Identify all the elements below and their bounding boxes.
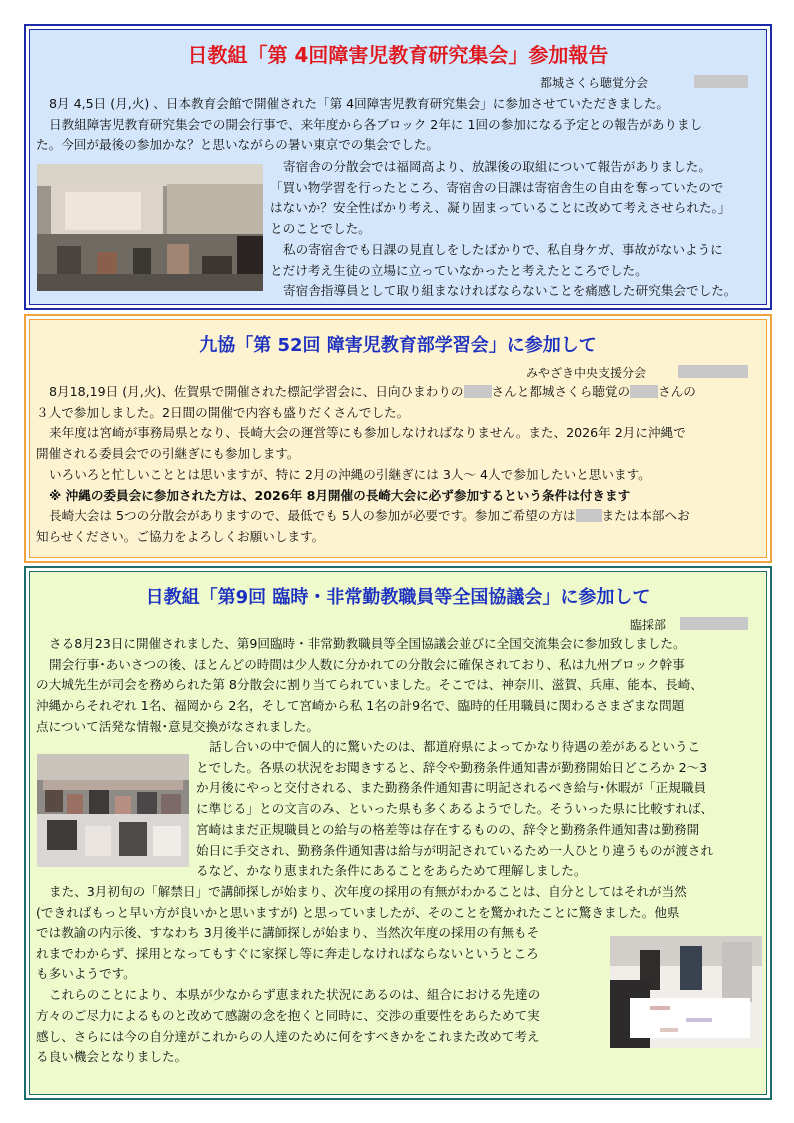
text-line: か月後にやっと交付される、また勤務条件通知書に明記されるべき給与･休暇が「正規職員 [196, 780, 707, 796]
article-3-middle [196, 737, 768, 882]
redacted-name [576, 509, 602, 522]
text-line: た。今回が最後の参加かな？と思いながらの暑い東京での集会でした。 [36, 137, 439, 153]
text-line: ３人で参加しました。2日間の開催で内容も盛りだくさんでした。 [36, 404, 410, 420]
text-line: も多いようです。 [36, 966, 136, 982]
discussion-photo [610, 936, 762, 1048]
text-line: とだけ考え生徒の立場に立っていなかったと考えたところでした。 [270, 262, 648, 278]
article-3-author: 臨採部 [630, 618, 667, 632]
article-1-body [270, 157, 768, 302]
redacted-name [464, 385, 492, 398]
article-3-closing [36, 923, 606, 1068]
article-1-author: 都城さくら聴覚分会 [540, 76, 649, 90]
text-line: 点について活発な情報･意見交換がなされました。 [36, 718, 320, 734]
article-2-body [36, 382, 768, 548]
article-1 [24, 24, 772, 310]
redacted-name [630, 385, 658, 398]
article-1-panel [29, 29, 767, 305]
text-line: とでした。各県の状況をお聞きすると、辞令や勤務条件通知書が勤務開始日どころか 2～3 [196, 759, 708, 775]
article-3-title: 日教組「第9回 臨時・非常勤教職員等全国協議会」に参加して [145, 587, 651, 608]
article-2-author: みやざき中央支援分会 [526, 366, 647, 380]
text-line: の大城先生が司会を務められた第 8分散会に割り当てられていました。そこでは、神奈川、滋賀、兵庫、能本、長崎、 [36, 677, 703, 693]
article-3-panel [29, 571, 767, 1095]
conference-photo [37, 754, 189, 867]
text-line: 私の寄宿舎でも日課の見直しをしたばかりで、私自身ケガ、事故がないように [283, 241, 723, 257]
text-line: 8月18,19日 (月,火)、佐賀県で開催された標記学習会に、日向ひまわりの さんと都城さくら聴覚の さんの [49, 384, 696, 399]
text-line: れまでわからず、採用となってもすぐに家探し等に奔走しなければならないというところ [36, 945, 539, 961]
text-line: 寄宿舎指導員として取り組まなければならないことを痛感した研究集会でした。 [283, 283, 737, 299]
article-2-title: 九協「第 52回 障害児教育部学習会」に参加して [199, 335, 597, 356]
article-3-intro [36, 634, 768, 738]
text-line: 話し合いの中で個人的に驚いたのは、都道府県によってかなり待遇の差があるというこ [209, 739, 701, 754]
text-line: 宮崎はまだ正規職員との給与の格差等は存在するものの、辞令と勤務条件通知書は勤務開 [196, 821, 700, 837]
text-line: 始日に手交され、勤務条件通知書は給与が明記されているため一人ひとり違うものが渡され [196, 842, 714, 858]
text-line: るなど、かなり恵まれた条件にあることをあらためて理解しました。 [196, 863, 587, 879]
text-line: さる8月23日に開催されました、第9回臨時・非常勤教職員等全国協議会並びに全国交流集会に参加致しました。 [49, 636, 686, 651]
text-line: 方々のご尽力によるものと改めて感謝の念を抱くと同時に、交渉の重要性をあらためて実 [36, 1007, 540, 1023]
text-line: では教諭の内示後、すなわち 3月後半に講師探しが始まり、当然次年度の採用の有無もそ [36, 925, 540, 940]
article-3 [24, 566, 772, 1100]
redacted-name [680, 617, 748, 630]
redacted-name [694, 75, 748, 88]
meeting-photo [37, 164, 263, 291]
text-line: 日教組障害児教育研究集会での開会行事で、来年度から各ブロック 2年に 1回の参加になる予定との報告がありまし [49, 116, 703, 132]
article-1-intro [36, 94, 766, 156]
article-1-title: 日教組「第 4回障害児教育研究集会」参加報告 [187, 43, 609, 67]
text-line: とのことでした。 [270, 221, 371, 237]
text-line: 来年度は宮崎が事務局県となり、長崎大会の運営等にも参加しなければなりません。また、2026年 2月に沖縄で [49, 425, 686, 441]
text-line: 8月 4,5日 (月,火) 、日本教育会館で開催された「第 4回障害児教育研究集会」に参加させていただきました。 [49, 96, 670, 111]
text-line: 長崎大会は 5つの分散会がありますので、最低でも 5人の参加が必要です。参加ご希望の方は または本部へお [49, 508, 690, 524]
text-line: に準じる」との文言のみ、といった県も多くあるようでした。そういった県に比較すれば、 [196, 801, 714, 817]
text-line: (できればもっと早い方が良いかと思いますが) と思っていましたが、そのことを驚かれたことに驚きました。他県 [36, 904, 680, 920]
text-line: はないか？安全性ばかり考え、凝り固まっていることに改めて考えさせられた。」 [270, 200, 731, 216]
text-line: これらのことにより、本県が少なからず恵まれた状況にあるのは、組合における先達の [49, 987, 541, 1003]
text-line: 感し、さらには今の自分達がこれからの人達のために何をすべきかをこれまた改めて考え [36, 1028, 540, 1044]
text-line: 開催される委員会での引継ぎにも参加します。 [36, 446, 300, 462]
text-line: 寄宿舎の分散会では福岡高より、放課後の取組について報告がありました。 [283, 159, 711, 174]
text-line: 「買い物学習を行ったところ、寄宿舎の日課は寄宿舎生の自由を奪っていたので [270, 179, 724, 195]
text-line: いろいろと忙しいこととは思いますが、特に 2月の沖縄の引継ぎには 3人～ 4人で参加したいと思います。 [49, 466, 651, 482]
article-2 [24, 314, 772, 563]
notice-line: ※ 沖縄の委員会に参加された方は、2026年 8月開催の長崎大会に必ず参加するという条件は付きます [49, 487, 631, 503]
text-line: 知らせください。ご協力をよろしくお願いします。 [36, 528, 325, 544]
text-line: る良い機会となりました。 [36, 1049, 188, 1065]
article-2-panel [29, 319, 767, 558]
article-3-continued [36, 882, 768, 923]
text-line: 開会行事･あいさつの後、ほとんどの時間は少人数に分かれての分散会に確保されており、私は九州ブロック幹事 [49, 656, 685, 672]
text-line: 沖縄からそれぞれ 1名、福岡から 2名，そして宮崎から私 1名の計9名で、臨時的任用職員に関わるさまざまな問題 [36, 698, 685, 714]
text-line: また、3月初旬の「解禁日」で講師探しが始まり、次年度の採用の有無がわかることは、自分としてはそれが当然 [49, 884, 687, 899]
redacted-name [678, 365, 748, 378]
